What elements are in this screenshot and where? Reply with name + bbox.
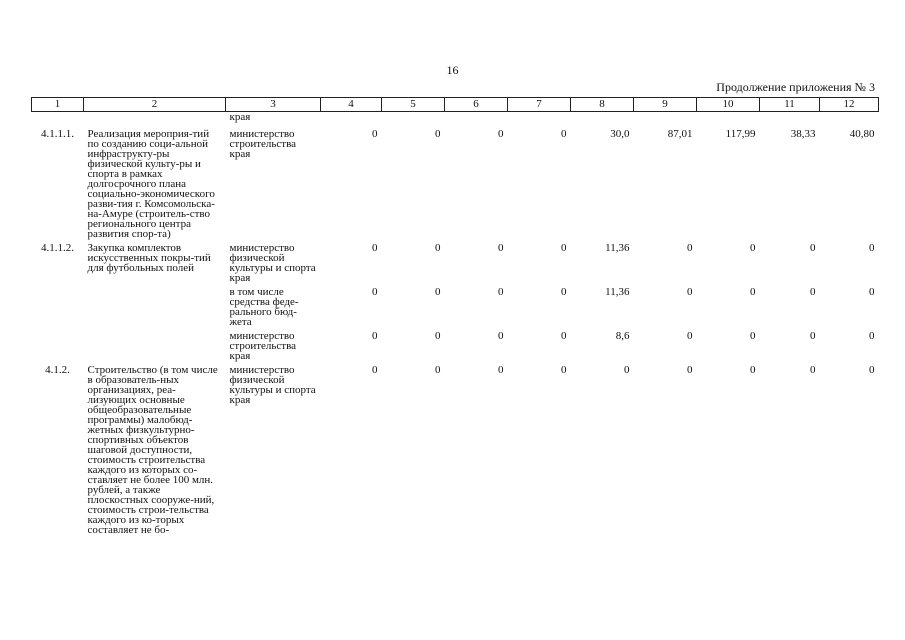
table-row (32, 327, 879, 361)
value-cell: 0 (687, 286, 693, 298)
value-cell: 0 (869, 364, 875, 376)
value-cell: 0 (372, 330, 378, 342)
column-header: 12 (820, 98, 879, 112)
description-cell: Закупка комплектов искусственных покры-тий для футбольных полей (87, 242, 211, 274)
value-cell: 0 (498, 330, 504, 342)
item-code-cell (32, 327, 84, 361)
value-cell: 30,0 (610, 128, 630, 140)
value-cell: 0 (435, 364, 441, 376)
value-cell: 38,33 (790, 128, 816, 140)
description-cell: Строительство (в том числе в образователь-ных организациях, реа-лизующих основные общеобразовательные программы) малобюд-жетных физкультурно-спортивных объектов шаговой доступности, стоимость строительства каждого из которых со-ставляет не более 100 млн. рублей, а также плоскостных сооруже-ний, стоимость строи-тельства каждого из ко-торых составляет не бо- (87, 364, 218, 536)
value-cell: 0 (561, 242, 567, 254)
description-cell (84, 327, 226, 361)
value-cell: 0 (810, 364, 816, 376)
column-header: 8 (571, 98, 634, 112)
value-cell: 0 (869, 330, 875, 342)
table-row (32, 112, 879, 124)
value-cell: 0 (561, 364, 567, 376)
item-code-cell: 4.1.1.1. (41, 128, 74, 140)
value-cell: 0 (687, 330, 693, 342)
item-code-cell (32, 283, 84, 327)
item-code-cell: 4.1.2. (45, 364, 70, 376)
table-row (32, 283, 879, 327)
value-cell: 40,80 (849, 128, 875, 140)
value-cell: 11,36 (605, 242, 630, 254)
value-cell: 0 (435, 330, 441, 342)
value-cell: 0 (810, 286, 816, 298)
value-cell: 0 (750, 242, 756, 254)
value-cell: 8,6 (615, 330, 630, 342)
executor-cell: края (229, 111, 251, 123)
column-header: 4 (321, 98, 382, 112)
description-cell (84, 283, 226, 327)
value-cell: 0 (624, 364, 630, 376)
value-cell: 0 (687, 242, 693, 254)
value-cell: 11,36 (605, 286, 630, 298)
executor-cell: министерство строительства края (229, 330, 297, 362)
value-cell: 0 (561, 330, 567, 342)
value-cell: 0 (498, 242, 504, 254)
table-row (32, 361, 879, 535)
table-row (32, 239, 879, 283)
column-header: 3 (226, 98, 321, 112)
value-cell: 0 (810, 330, 816, 342)
column-header: 9 (634, 98, 697, 112)
column-header: 2 (84, 98, 226, 112)
value-cell: 0 (372, 128, 378, 140)
value-cell: 0 (435, 286, 441, 298)
header-row (32, 98, 879, 112)
appendix-table (31, 97, 879, 535)
column-header: 7 (508, 98, 571, 112)
value-cell: 0 (498, 364, 504, 376)
column-header: 11 (760, 98, 820, 112)
column-header: 6 (445, 98, 508, 112)
value-cell: 0 (687, 364, 693, 376)
executor-cell: министерство физической культуры и спорта края (229, 364, 316, 406)
value-cell: 0 (750, 286, 756, 298)
value-cell: 0 (750, 330, 756, 342)
value-cell: 117,99 (725, 128, 756, 140)
value-cell: 0 (750, 364, 756, 376)
description-cell: Реализация мероприя-тий по созданию соци-альной инфраструкту-ры физической культу-ры и спорта в рамках долгосрочного плана социально-экономического разви-тия г. Комсомольска-на-Амуре (строитель-ство регионального центра развития спор-та) (87, 128, 215, 240)
value-cell: 0 (435, 242, 441, 254)
column-header: 1 (32, 98, 84, 112)
value-cell: 0 (561, 128, 567, 140)
value-cell: 0 (561, 286, 567, 298)
continuation-label: Продолжение приложения № 3 (716, 80, 875, 94)
column-header: 5 (382, 98, 445, 112)
value-cell: 0 (869, 286, 875, 298)
value-cell: 0 (498, 286, 504, 298)
value-cell: 0 (372, 364, 378, 376)
executor-cell: в том числе средства феде-рального бюд-жета (229, 286, 299, 328)
item-code-cell: 4.1.1.2. (41, 242, 74, 254)
executor-cell: министерство физической культуры и спорта края (229, 242, 316, 284)
value-cell: 0 (372, 286, 378, 298)
table-row (32, 123, 879, 239)
page-number: 16 (446, 63, 459, 77)
executor-cell: министерство строительства края (229, 128, 297, 160)
value-cell: 0 (869, 242, 875, 254)
column-header: 10 (697, 98, 760, 112)
value-cell: 87,01 (667, 128, 693, 140)
value-cell: 0 (810, 242, 816, 254)
value-cell: 0 (498, 128, 504, 140)
value-cell: 0 (372, 242, 378, 254)
value-cell: 0 (435, 128, 441, 140)
